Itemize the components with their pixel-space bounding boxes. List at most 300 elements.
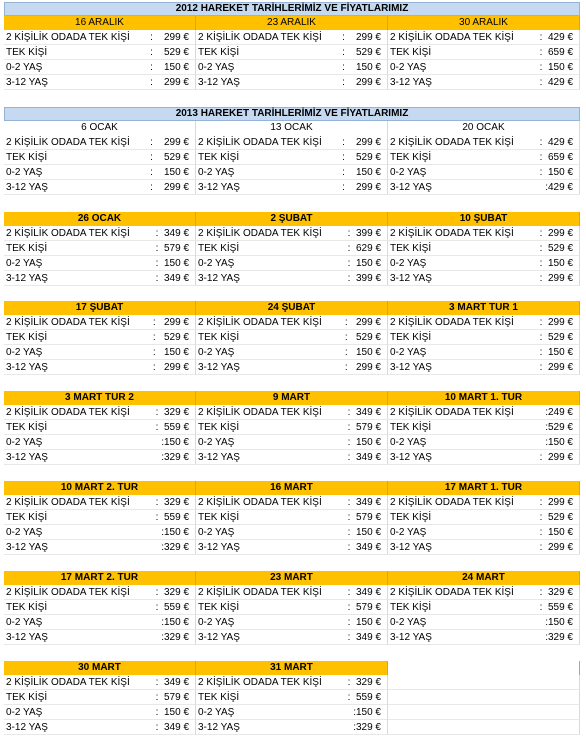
price-label: TEK KİŞİ: [6, 152, 48, 163]
price-label: TEK KİŞİ: [198, 47, 240, 58]
tour-date: 24 ŞUBAT: [196, 301, 388, 315]
price-label: TEK KİŞİ: [390, 243, 432, 254]
price-label: 2 KİŞİLİK ODADA TEK KİŞİ: [198, 32, 322, 43]
price-cell: [4, 450, 196, 465]
price-label: 3-12 YAŞ: [390, 452, 432, 463]
tour-date: 6 OCAK: [4, 121, 196, 135]
price-cell: [196, 420, 388, 435]
price-cell: [196, 330, 388, 345]
price-value: : 150 €: [539, 527, 573, 538]
price-cell: [4, 241, 196, 256]
price-cell: [388, 360, 580, 375]
price-label: 2 KİŞİLİK ODADA TEK KİŞİ: [390, 317, 514, 328]
price-label: 2 KİŞİLİK ODADA TEK KİŞİ: [198, 228, 322, 239]
price-label: 3-12 YAŞ: [198, 77, 240, 88]
price-cell: [4, 690, 196, 705]
price-label: 2 KİŞİLİK ODADA TEK KİŞİ: [390, 407, 514, 418]
tour-date: 17 ŞUBAT: [4, 301, 196, 315]
price-label: 2 KİŞİLİK ODADA TEK KİŞİ: [198, 677, 322, 688]
price-cell: [388, 271, 580, 286]
date-header-row: [4, 571, 580, 585]
price-value: : 629 €: [347, 243, 381, 254]
price-label: 3-12 YAŞ: [198, 273, 240, 284]
date-header-row: [4, 16, 580, 30]
price-label: TEK KİŞİ: [390, 152, 432, 163]
price-label: TEK KİŞİ: [390, 602, 432, 613]
price-cell: [196, 241, 388, 256]
price-value: : 150 €: [347, 437, 381, 448]
price-label: TEK KİŞİ: [6, 692, 48, 703]
price-value: : 329 €: [155, 407, 189, 418]
price-cell: [196, 720, 388, 735]
price-label: 0-2 YAŞ: [198, 258, 235, 269]
price-label: 0-2 YAŞ: [6, 617, 43, 628]
price-value: : 659 €: [539, 152, 573, 163]
price-cell: [388, 720, 580, 735]
price-value: : 150 €: [344, 347, 381, 358]
price-cell: [196, 540, 388, 555]
price-cell: [196, 510, 388, 525]
price-cell: [196, 585, 388, 600]
price-row: [4, 585, 580, 600]
price-label: 2 KİŞİLİK ODADA TEK KİŞİ: [390, 32, 514, 43]
price-cell: [196, 226, 388, 241]
tour-date: 17 MART 1. TUR: [388, 481, 580, 495]
price-row: [4, 256, 580, 271]
price-label: TEK KİŞİ: [390, 332, 432, 343]
price-cell: [4, 630, 196, 645]
price-value: : 150 €: [539, 347, 573, 358]
price-value: : 150 €: [342, 167, 381, 178]
price-label: TEK KİŞİ: [198, 602, 240, 613]
title-2013: 2013 HAREKET TARİHLERİMİZ VE FİYATLARIMIZ: [4, 107, 580, 121]
price-label: 3-12 YAŞ: [390, 77, 432, 88]
price-label: 2 KİŞİLİK ODADA TEK KİŞİ: [6, 497, 130, 508]
price-cell: [388, 75, 580, 90]
price-row: [4, 720, 580, 735]
date-header-row: [4, 212, 580, 226]
tour-date: 30 MART: [4, 661, 196, 675]
price-value: :150 €: [545, 437, 573, 448]
price-label: 3-12 YAŞ: [198, 722, 240, 733]
tour-date: 23 ARALIK: [196, 16, 388, 30]
price-label: TEK KİŞİ: [6, 332, 48, 343]
tour-date: 16 ARALIK: [4, 16, 196, 30]
price-value: : 299 €: [150, 32, 189, 43]
price-cell: [388, 226, 580, 241]
price-row: [4, 675, 580, 690]
price-label: 0-2 YAŞ: [390, 258, 427, 269]
price-cell: [196, 630, 388, 645]
price-cell: [196, 360, 388, 375]
price-cell: [4, 345, 196, 360]
price-row: [4, 75, 580, 90]
price-cell: [4, 315, 196, 330]
price-value: : 559 €: [155, 422, 189, 433]
price-cell: [4, 256, 196, 271]
price-row: [4, 241, 580, 256]
price-label: 2 KİŞİLİK ODADA TEK KİŞİ: [6, 677, 130, 688]
price-cell: [388, 60, 580, 75]
price-cell: [196, 525, 388, 540]
tour-block: [4, 391, 580, 465]
price-cell: [4, 405, 196, 420]
price-value: : 150 €: [539, 258, 573, 269]
price-value: : 349 €: [347, 632, 381, 643]
price-label: TEK KİŞİ: [6, 512, 48, 523]
price-row: [4, 705, 580, 720]
price-cell: [388, 405, 580, 420]
price-cell: [388, 450, 580, 465]
tour-date: 9 MART: [196, 391, 388, 405]
price-label: 0-2 YAŞ: [390, 617, 427, 628]
price-value: :150 €: [353, 707, 381, 718]
price-cell: [388, 705, 580, 720]
price-value: : 150 €: [539, 62, 573, 73]
price-value: : 579 €: [347, 602, 381, 613]
price-label: 3-12 YAŞ: [198, 182, 240, 193]
price-label: 3-12 YAŞ: [198, 362, 240, 373]
tour-date: 31 MART: [196, 661, 388, 675]
price-label: TEK KİŞİ: [390, 47, 432, 58]
price-label: TEK KİŞİ: [6, 422, 48, 433]
price-row: [4, 271, 580, 286]
price-row: [4, 330, 580, 345]
tour-date: 10 ŞUBAT: [388, 212, 580, 226]
date-header-row: [4, 121, 580, 135]
price-value: : 529 €: [539, 243, 573, 254]
price-label: 0-2 YAŞ: [390, 167, 427, 178]
price-cell: [196, 675, 388, 690]
price-value: :329 €: [161, 632, 189, 643]
price-label: 0-2 YAŞ: [198, 62, 235, 73]
price-cell: [388, 510, 580, 525]
tour-date: 16 MART: [196, 481, 388, 495]
price-value: : 529 €: [539, 332, 573, 343]
tour-block: [4, 121, 580, 195]
price-value: : 150 €: [539, 167, 573, 178]
price-value: :150 €: [161, 527, 189, 538]
price-label: 0-2 YAŞ: [6, 167, 43, 178]
price-label: 3-12 YAŞ: [390, 273, 432, 284]
price-label: 3-12 YAŞ: [198, 452, 240, 463]
price-value: : 559 €: [539, 602, 573, 613]
price-value: : 150 €: [155, 707, 189, 718]
tour-date: [388, 661, 580, 675]
price-value: : 299 €: [539, 542, 573, 553]
price-cell: [4, 420, 196, 435]
price-cell: [388, 630, 580, 645]
price-label: 2 KİŞİLİK ODADA TEK KİŞİ: [6, 228, 130, 239]
price-value: :329 €: [161, 452, 189, 463]
title-2012: 2012 HAREKET TARİHLERİMİZ VE FİYATLARIMIZ: [4, 2, 580, 16]
price-value: :150 €: [161, 617, 189, 628]
price-cell: [4, 720, 196, 735]
price-value: : 329 €: [347, 677, 381, 688]
price-value: :150 €: [545, 617, 573, 628]
price-cell: [196, 45, 388, 60]
price-cell: [196, 135, 388, 150]
price-value: : 299 €: [342, 77, 381, 88]
price-cell: [388, 690, 580, 705]
date-header-row: [4, 301, 580, 315]
price-label: TEK KİŞİ: [198, 152, 240, 163]
price-cell: [388, 315, 580, 330]
price-cell: [4, 525, 196, 540]
price-label: 0-2 YAŞ: [6, 527, 43, 538]
price-row: [4, 165, 580, 180]
price-cell: [388, 345, 580, 360]
price-value: : 299 €: [150, 182, 189, 193]
price-value: : 329 €: [155, 497, 189, 508]
price-cell: [4, 150, 196, 165]
price-value: : 150 €: [347, 258, 381, 269]
price-label: 0-2 YAŞ: [390, 62, 427, 73]
price-cell: [196, 180, 388, 195]
price-row: [4, 600, 580, 615]
price-cell: [4, 435, 196, 450]
tour-block: [4, 571, 580, 645]
price-value: : 299 €: [539, 273, 573, 284]
price-row: [4, 690, 580, 705]
price-cell: [4, 675, 196, 690]
price-value: : 579 €: [347, 512, 381, 523]
price-label: TEK KİŞİ: [6, 243, 48, 254]
price-label: 2 KİŞİLİK ODADA TEK KİŞİ: [198, 497, 322, 508]
price-value: : 299 €: [342, 182, 381, 193]
price-cell: [388, 585, 580, 600]
price-row: [4, 540, 580, 555]
price-cell: [4, 135, 196, 150]
price-cell: [4, 30, 196, 45]
price-label: 0-2 YAŞ: [6, 437, 43, 448]
price-cell: [4, 585, 196, 600]
price-value: : 529 €: [539, 512, 573, 523]
price-cell: [196, 495, 388, 510]
price-value: : 659 €: [539, 47, 573, 58]
price-label: TEK KİŞİ: [198, 332, 240, 343]
price-cell: [196, 435, 388, 450]
price-value: : 329 €: [155, 587, 189, 598]
price-label: 3-12 YAŞ: [6, 632, 48, 643]
price-label: 2 KİŞİLİK ODADA TEK KİŞİ: [198, 317, 322, 328]
price-label: 0-2 YAŞ: [6, 347, 43, 358]
price-value: : 299 €: [342, 137, 381, 148]
price-cell: [4, 226, 196, 241]
price-value: : 349 €: [347, 452, 381, 463]
price-cell: [388, 180, 580, 195]
price-cell: [196, 165, 388, 180]
tour-block: [4, 661, 580, 735]
price-row: [4, 420, 580, 435]
price-row: [4, 450, 580, 465]
price-value: : 529 €: [152, 332, 189, 343]
price-cell: [4, 165, 196, 180]
price-cell: [196, 600, 388, 615]
price-row: [4, 226, 580, 241]
price-value: :429 €: [545, 182, 573, 193]
price-cell: [196, 705, 388, 720]
price-label: 2 KİŞİLİK ODADA TEK KİŞİ: [390, 228, 514, 239]
price-label: 3-12 YAŞ: [6, 77, 48, 88]
price-value: : 299 €: [539, 317, 573, 328]
price-row: [4, 495, 580, 510]
price-cell: [196, 60, 388, 75]
price-cell: [388, 330, 580, 345]
price-label: TEK KİŞİ: [198, 422, 240, 433]
price-value: :249 €: [545, 407, 573, 418]
price-value: : 299 €: [152, 317, 189, 328]
price-value: : 329 €: [539, 587, 573, 598]
price-cell: [4, 705, 196, 720]
tour-date: 10 MART 2. TUR: [4, 481, 196, 495]
tour-date: 17 MART 2. TUR: [4, 571, 196, 585]
price-cell: [4, 330, 196, 345]
price-row: [4, 345, 580, 360]
price-label: 0-2 YAŞ: [198, 527, 235, 538]
price-cell: [388, 525, 580, 540]
price-cell: [196, 345, 388, 360]
price-value: : 150 €: [347, 617, 381, 628]
price-label: 3-12 YAŞ: [390, 362, 432, 373]
price-label: 2 KİŞİLİK ODADA TEK KİŞİ: [390, 497, 514, 508]
price-label: 3-12 YAŞ: [390, 632, 432, 643]
price-cell: [388, 256, 580, 271]
price-label: 2 KİŞİLİK ODADA TEK KİŞİ: [6, 32, 130, 43]
price-value: : 399 €: [347, 273, 381, 284]
price-value: : 299 €: [539, 497, 573, 508]
price-cell: [196, 30, 388, 45]
price-label: 2 KİŞİLİK ODADA TEK KİŞİ: [198, 137, 322, 148]
price-cell: [196, 271, 388, 286]
price-value: : 150 €: [150, 167, 189, 178]
price-label: 3-12 YAŞ: [6, 182, 48, 193]
price-cell: [196, 75, 388, 90]
price-label: 0-2 YAŞ: [198, 707, 235, 718]
price-value: : 150 €: [347, 527, 381, 538]
price-label: TEK KİŞİ: [198, 243, 240, 254]
price-label: 0-2 YAŞ: [6, 62, 43, 73]
price-cell: [388, 675, 580, 690]
price-label: 0-2 YAŞ: [390, 437, 427, 448]
price-cell: [388, 435, 580, 450]
price-label: 0-2 YAŞ: [198, 347, 235, 358]
price-value: : 349 €: [155, 722, 189, 733]
price-cell: [196, 450, 388, 465]
tour-date: 10 MART 1. TUR: [388, 391, 580, 405]
tour-date: 3 MART TUR 2: [4, 391, 196, 405]
price-value: : 150 €: [155, 258, 189, 269]
price-cell: [4, 510, 196, 525]
price-value: : 299 €: [150, 137, 189, 148]
price-label: 0-2 YAŞ: [390, 527, 427, 538]
tour-block: [4, 16, 580, 90]
price-label: 0-2 YAŞ: [198, 617, 235, 628]
price-cell: [388, 540, 580, 555]
price-label: 3-12 YAŞ: [6, 542, 48, 553]
price-value: : 559 €: [155, 512, 189, 523]
tour-date: 30 ARALIK: [388, 16, 580, 30]
price-label: 3-12 YAŞ: [6, 452, 48, 463]
price-label: TEK KİŞİ: [198, 512, 240, 523]
price-row: [4, 30, 580, 45]
price-label: 2 KİŞİLİK ODADA TEK KİŞİ: [6, 407, 130, 418]
price-row: [4, 405, 580, 420]
price-row: [4, 180, 580, 195]
price-label: 2 KİŞİLİK ODADA TEK KİŞİ: [390, 587, 514, 598]
price-cell: [4, 540, 196, 555]
price-label: 0-2 YAŞ: [198, 167, 235, 178]
price-row: [4, 315, 580, 330]
price-cell: [4, 600, 196, 615]
price-cell: [388, 165, 580, 180]
price-label: 3-12 YAŞ: [198, 542, 240, 553]
price-cell: [4, 45, 196, 60]
price-cell: [4, 360, 196, 375]
price-cell: [388, 45, 580, 60]
price-cell: [196, 315, 388, 330]
date-header-row: [4, 391, 580, 405]
price-cell: [196, 690, 388, 705]
price-label: 2 KİŞİLİK ODADA TEK KİŞİ: [6, 587, 130, 598]
tour-date: 2 ŞUBAT: [196, 212, 388, 226]
price-cell: [4, 615, 196, 630]
price-row: [4, 630, 580, 645]
tour-date: 3 MART TUR 1: [388, 301, 580, 315]
price-row: [4, 510, 580, 525]
price-label: TEK KİŞİ: [6, 602, 48, 613]
price-value: : 529 €: [344, 332, 381, 343]
price-value: : 579 €: [155, 243, 189, 254]
price-row: [4, 60, 580, 75]
price-value: : 399 €: [347, 228, 381, 239]
date-header-row: [4, 481, 580, 495]
price-label: TEK KİŞİ: [6, 47, 48, 58]
price-label: TEK KİŞİ: [390, 422, 432, 433]
price-label: 3-12 YAŞ: [6, 722, 48, 733]
price-cell: [4, 75, 196, 90]
price-row: [4, 360, 580, 375]
price-value: : 349 €: [155, 228, 189, 239]
tour-block: [4, 301, 580, 375]
date-header-row: [4, 661, 580, 675]
price-value: : 299 €: [342, 32, 381, 43]
price-value: : 529 €: [342, 152, 381, 163]
price-label: 0-2 YAŞ: [6, 707, 43, 718]
tour-date: 26 OCAK: [4, 212, 196, 226]
price-value: : 349 €: [347, 497, 381, 508]
price-cell: [388, 241, 580, 256]
price-cell: [4, 495, 196, 510]
price-label: 3-12 YAŞ: [6, 273, 48, 284]
price-label: 2 KİŞİLİK ODADA TEK KİŞİ: [6, 317, 130, 328]
price-value: : 529 €: [342, 47, 381, 58]
price-label: 2 KİŞİLİK ODADA TEK KİŞİ: [6, 137, 130, 148]
price-cell: [388, 495, 580, 510]
price-value: : 349 €: [347, 587, 381, 598]
price-value: : 349 €: [347, 407, 381, 418]
price-value: : 299 €: [152, 362, 189, 373]
price-label: 3-12 YAŞ: [6, 362, 48, 373]
price-value: : 299 €: [539, 228, 573, 239]
price-value: : 150 €: [150, 62, 189, 73]
price-value: : 579 €: [155, 692, 189, 703]
price-cell: [388, 135, 580, 150]
price-cell: [4, 60, 196, 75]
price-label: TEK KİŞİ: [390, 512, 432, 523]
price-value: : 150 €: [342, 62, 381, 73]
price-cell: [196, 405, 388, 420]
